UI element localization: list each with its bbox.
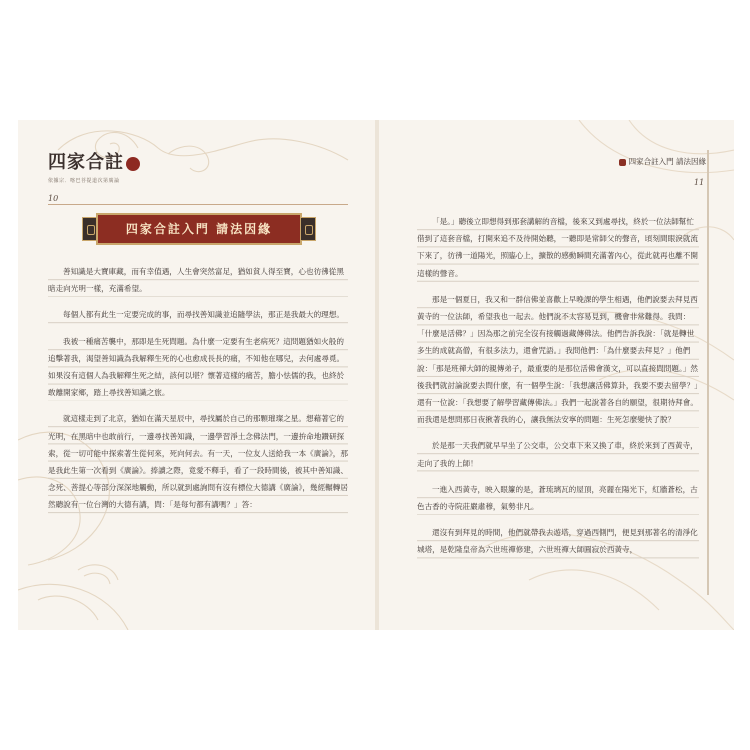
paragraph: 我被一種痛苦襲中，那即是生死問題。為什麼一定要有生老病死？這問題猶如火般的追擊著我，渴望善知識為我解釋生死的心也愈成長長的痛，不知他在哪兒，去何處尋覓。如果沒有這個人為我解釋生死之結，該何以堪？懷著這樣的痛苦，膽小怯儒的我，也終於敢離開家鄉，踏上尋找善知識之旅。 <box>48 333 348 402</box>
paragraph: 於是那一天我們就早早坐了公交車，公交車下來又換了車，終於來到了西黃寺，走向了我的上師！ <box>417 437 699 471</box>
banner-right-cap <box>300 217 316 241</box>
section-title: 四家合註入門 請法因緣 <box>96 213 302 245</box>
header-rule <box>48 204 348 205</box>
running-head <box>619 156 706 167</box>
paragraph: 就這樣走到了北京，猶如在滿天星辰中，尋找屬於自己的那顆璀璨之星。想藉著它的光明，在黑暗中也敢前行，一邊尋找善知識，一邊學習淨土念佛法門，一邊拚命地鑽研探索，從一切可能中探索著生從何來，死向何去。有一天，一位友人送給我一本《廣論》，那是我此生第一次看到《廣論》。捧讀之際，竟愛不釋手，看了一段時間後，被其中善知識、念死、菩提心等部分深深地觸動，所以就到處詢問有沒有標位大德講《廣論》，幾經輾轉居然聽說有一位台灣的大德有講，問：「是每句都有講嗎？」答： <box>48 410 348 513</box>
right-page <box>379 120 734 630</box>
left-body-text <box>48 263 348 523</box>
left-page <box>18 120 375 630</box>
brand-title: 四家合註 <box>48 152 124 173</box>
brand-logo <box>48 148 140 184</box>
margin-rule <box>707 150 709 595</box>
paragraph: 那是一個夏日，我又和一群信佛並喜歡上早晚課的學生相遇，他們說要去拜見西黃寺的一位法師，希望我也一起去。他們說不太容易見到，機會非常難得。我問：「什麼是活佛？」因為那之前完全沒有接觸過藏傳佛法。他們告訴我說：「就是轉世多生的成就高僧，有很多法力，還會咒語。」我問他們：「為什麼要去拜見？」他們說：「那是班禪大師的親傳弟子，最重要的是那位活佛會漢文，可以直接問問題。」然後我們就討論說要去問什麼，有一個學生說：「我想讓活佛算卦，我要不要去留學？」還有一位說：「我想要了解學習藏傳佛法。」我們一起說著各自的願望，很期待拜會。而我還是想問那日夜揪著我的心，讓我無法安寧的問題：生死怎麼變快了脫？ <box>417 291 699 429</box>
paragraph: 善知識是大寶庫藏，而有幸值遇，人生會突然富足，猶如貧人得至寶，心也彷彿從黑暗走向光明一樣，充滿希望。 <box>48 263 348 297</box>
book-spread <box>18 120 734 630</box>
running-head-text: 四家合註入門 請法因緣 <box>628 157 706 166</box>
paragraph: 每個人都有此生一定要完成的事，而尋找善知識並追隨學法，那正是我最大的理想。 <box>48 306 348 323</box>
page-number: 10 <box>48 194 59 203</box>
seal-icon <box>126 157 140 171</box>
paragraph: 「是。」聽後立即想得到那套講解的音檔，後來又到處尋找，終於一位法師幫忙借到了這套音檔，打開來追不及待開始聽，一聽即是常師父的聲音，頃刻間眼淚就流下來了，彷彿一道陽光，照臨心上，擴散的感動瞬間充滿著內心，從此就再也離不開這樣的聲音。 <box>417 213 699 282</box>
seal-icon <box>619 159 626 166</box>
paragraph: 一進入西黃寺，映入眼簾的是，蒼琉璃瓦的屋頂，亮麗在陽光下，紅牆蒼松，古色古香的寺院莊嚴肅穆，氣勢非凡。 <box>417 481 699 515</box>
right-body-text <box>417 213 699 568</box>
page-number: 11 <box>694 178 705 187</box>
brand-subtitle: 依據宗．喀巴菩提道次第廣論 <box>48 178 120 184</box>
paragraph: 還沒有到拜見的時間，他們就帶我去遊塔，穿過西側門，便見到那著名的清淨化城塔，是乾隆皇帝為六世班禪修建，六世班禪大師圓寂於西黃寺， <box>417 524 699 558</box>
